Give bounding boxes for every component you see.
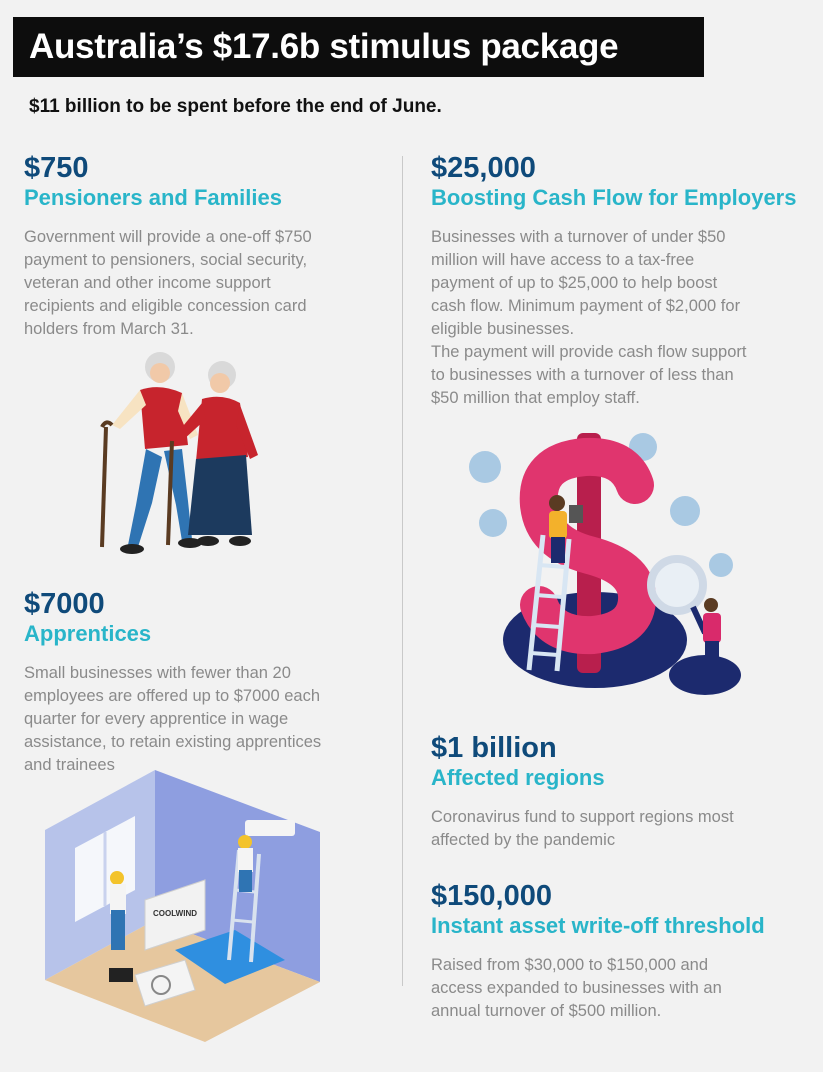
body-line: holders from March 31. <box>24 320 194 338</box>
body-line: employees are offered up to $7000 each <box>24 687 320 705</box>
body-line: cash flow. Minimum payment of $2,000 for <box>431 297 741 315</box>
body-line: annual turnover of $500 million. <box>431 1002 662 1020</box>
title-bar <box>13 17 704 77</box>
section-heading: Instant asset write-off threshold <box>431 913 765 938</box>
workers-room-icon <box>45 770 330 1050</box>
section-body <box>24 226 384 341</box>
section-amount: $25,000 <box>431 152 536 184</box>
section-asset-writeoff <box>431 880 816 1023</box>
section-amount: $1 billion <box>431 732 557 764</box>
dollar-sign-icon <box>465 425 765 710</box>
section-body <box>431 806 811 852</box>
section-body <box>24 662 394 777</box>
section-pensioners <box>24 152 384 341</box>
body-line: Businesses with a turnover of under $50 <box>431 228 726 246</box>
section-amount: $750 <box>24 152 89 184</box>
body-line: Government will provide a one-off $750 <box>24 228 312 246</box>
section-body <box>431 954 816 1023</box>
body-line: and trainees <box>24 756 115 774</box>
section-amount: $150,000 <box>431 880 552 912</box>
body-line: payment to pensioners, social security, <box>24 251 308 269</box>
body-line: eligible businesses. <box>431 320 575 338</box>
elderly-couple-icon <box>90 345 280 565</box>
body-line: Coronavirus fund to support regions most <box>431 808 734 826</box>
section-employers <box>431 152 821 410</box>
body-line: Raised from $30,000 to $150,000 and <box>431 956 709 974</box>
page-title: Australia’s $17.6b stimulus package <box>29 27 619 66</box>
box-label: COOLWIND <box>153 909 197 918</box>
body-line: affected by the pandemic <box>431 831 616 849</box>
body-line: The payment will provide cash flow support <box>431 343 747 361</box>
body-line: Small businesses with fewer than 20 <box>24 664 291 682</box>
body-line: million will have access to a tax-free <box>431 251 695 269</box>
body-line: assistance, to retain existing apprentices <box>24 733 322 751</box>
body-line: recipients and eligible concession card <box>24 297 307 315</box>
body-line: $50 million that employ staff. <box>431 389 640 407</box>
section-amount: $7000 <box>24 588 105 620</box>
body-line: payment of up to $25,000 to help boost <box>431 274 718 292</box>
section-regions <box>431 732 811 852</box>
column-divider <box>402 156 403 986</box>
section-body <box>431 226 821 410</box>
section-heading: Pensioners and Families <box>24 185 282 210</box>
section-heading: Boosting Cash Flow for Employers <box>431 185 797 210</box>
page-subtitle: $11 billion to be spent before the end of June. <box>29 96 442 117</box>
body-line: access expanded to businesses with an <box>431 979 722 997</box>
section-heading: Affected regions <box>431 765 605 790</box>
body-line: veteran and other income support <box>24 274 271 292</box>
section-heading: Apprentices <box>24 621 152 646</box>
body-line: to businesses with a turnover of less than <box>431 366 734 384</box>
section-apprentices <box>24 588 394 777</box>
body-line: quarter for every apprentice in wage <box>24 710 289 728</box>
